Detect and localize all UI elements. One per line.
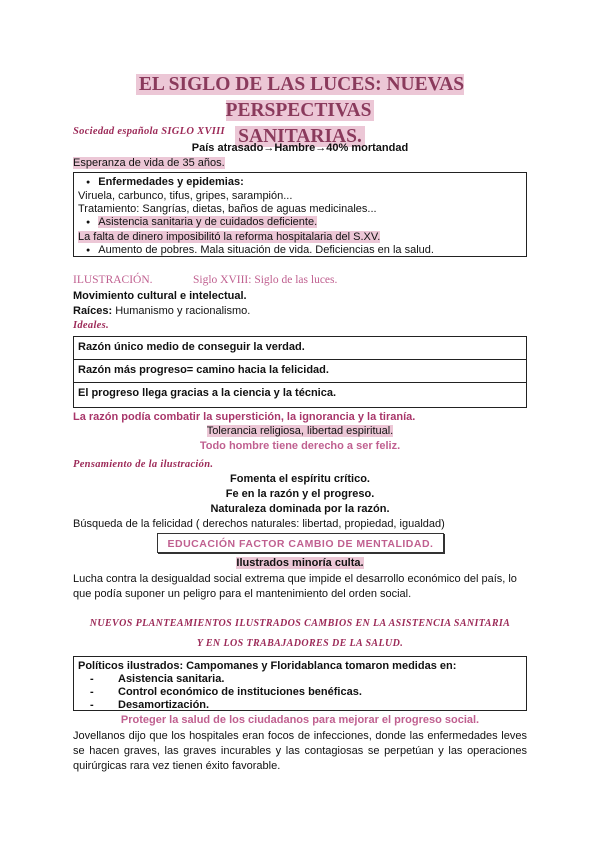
- ideal-row: Razón más progreso= camino hacia la felicidad.: [74, 360, 526, 383]
- esperanza-vida: Esperanza de vida de 35 años.: [73, 157, 225, 169]
- educacion-box: EDUCACIÓN FACTOR CAMBIO DE MENTALIDAD.: [157, 533, 444, 553]
- medida-item: - Control económico de instituciones benéficas.: [78, 686, 522, 699]
- falta-dinero: La falta de dinero imposibilitó la reforma hospitalaria del S.XV.: [78, 231, 381, 243]
- title-line-1: EL SIGLO DE LAS LUCES: NUEVAS PERSPECTIVAS: [136, 74, 464, 121]
- lucha-text: Lucha contra la desigualdad social extrema que impide el desarrollo económico del país, lo que podía suponer un peligro para el mantenimiento del orden social.: [73, 573, 517, 600]
- ideales-heading: Ideales.: [73, 320, 109, 331]
- ideal-row: Razón único medio de conseguir la verdad.: [74, 337, 526, 360]
- pensamiento-line: Fe en la razón y el progreso.: [225, 488, 375, 500]
- pensamiento-heading: Pensamiento de la ilustración.: [73, 459, 214, 470]
- raices-line: Raíces: Humanismo y racionalismo.: [73, 305, 251, 317]
- razon-combatir: La razón podía combatir la superstición, la ignorancia y la tiranía.: [73, 411, 416, 423]
- medida-item: - Asistencia sanitaria.: [78, 673, 522, 686]
- ideal-row: El progreso llega gracias a la ciencia y la técnica.: [78, 387, 337, 399]
- asistencia-item: ● Asistencia sanitaria y de cuidados deficiente.: [78, 216, 522, 230]
- proteger-salud: Proteger la salud de los ciudadanos para mejorar el progreso social.: [120, 714, 480, 726]
- aumento-item: ● Aumento de pobres. Mala situación de vida. Deficiencias en la salud.: [78, 244, 522, 258]
- sociedad-box: [73, 172, 527, 257]
- page-title: [60, 72, 540, 150]
- enfermedades-title: ● Enfermedades y epidemias:: [78, 176, 522, 190]
- pensamiento-line: Naturaleza dominada por la razón.: [210, 503, 390, 515]
- nuevos-heading: NUEVOS PLANTEAMIENTOS ILUSTRADOS CAMBIOS EN LA ASISTENCIA SANITARIA Y EN LOS TRABAJADORES DE LA SALUD.: [89, 618, 511, 649]
- ilustrados-minoria: Ilustrados minoría culta.: [236, 557, 364, 569]
- busqueda-felicidad: Búsqueda de la felicidad ( derechos naturales: libertad, propiedad, igualdad): [73, 518, 445, 530]
- politicos-title: Políticos ilustrados: Campomanes y Floridablanca tomaron medidas en:: [78, 660, 457, 672]
- pais-atrasado: País atrasado→Hambre→40% mortandad: [191, 142, 409, 154]
- ilustracion-heading: ILUSTRACIÓN.: [73, 274, 153, 286]
- siglo-luces-subheading: Siglo XVIII: Siglo de las luces.: [193, 274, 338, 286]
- medida-item: - Desamortización.: [78, 699, 522, 712]
- todo-hombre: Todo hombre tiene derecho a ser feliz.: [199, 440, 401, 452]
- jovellanos-text: Jovellanos dijo que los hospitales eran focos de infecciones, donde las enfermedades leves se hacen graves, las graves incurables y las contagiosas se perpetúan y las operaciones quirúrgicas rara vez tienen éxito favorable.: [73, 730, 527, 772]
- ideales-box: [73, 336, 527, 408]
- politicos-box: [73, 656, 527, 711]
- sociedad-heading: Sociedad española SIGLO XVIII: [73, 126, 225, 137]
- tolerancia-religiosa: Tolerancia religiosa, libertad espiritual.: [206, 425, 394, 437]
- enfermedades-text: Viruela, carbunco, tifus, gripes, sarampión...: [78, 190, 293, 202]
- tratamiento-text: Tratamiento: Sangrías, dietas, baños de aguas medicinales...: [78, 203, 377, 215]
- movimiento-cultural: Movimiento cultural e intelectual.: [73, 290, 247, 302]
- pensamiento-line: Fomenta el espíritu crítico.: [230, 473, 370, 485]
- title-line-2: SANITARIAS.: [235, 126, 365, 147]
